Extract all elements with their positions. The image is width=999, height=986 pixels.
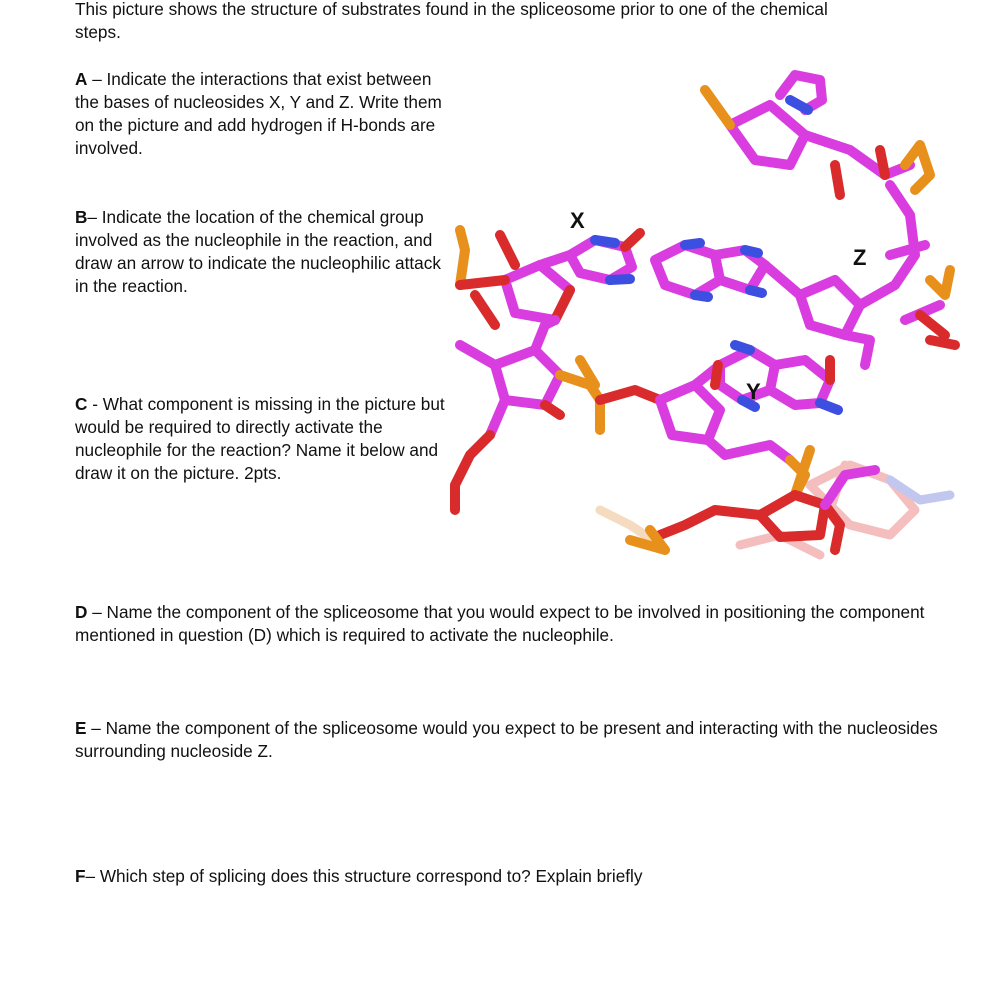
y-sugar-ring [660, 385, 720, 440]
z-right-oxygens [920, 315, 955, 345]
top-backbone-to-z [805, 135, 910, 175]
top-right-oxygen [880, 150, 885, 175]
top-phosphate-link [705, 90, 730, 125]
question-e-letter: E [75, 718, 87, 738]
question-c [75, 393, 445, 485]
x-left-phosphate [460, 230, 465, 285]
question-f-text: – Which step of splicing does this structure correspond to? Explain briefly [85, 866, 643, 886]
question-a [75, 68, 445, 160]
question-b-letter: B [75, 207, 88, 227]
y-down-backbone [708, 440, 790, 460]
intro-text: This picture shows the structure of substrates found in the spliceosome prior to one of the chemical steps. [75, 0, 828, 42]
label-z: Z [853, 245, 867, 270]
question-b-text: – Indicate the location of the chemical group involved as the nucleophile in the reaction, and draw an arrow to indicate the nucleophilic attack in the reaction. [75, 207, 441, 296]
question-c-letter: C [75, 394, 88, 414]
top-sugar-ring [730, 105, 805, 165]
z-backbone-up [860, 185, 915, 305]
question-d [75, 601, 975, 647]
question-c-text: - What component is missing in the picture but would be required to directly activate the nucleophile for the reaction? Name it below and draw it on the picture. 2pts. [75, 394, 445, 483]
molecular-structure-figure [450, 55, 970, 560]
lower-sugar-link [535, 320, 555, 350]
question-b [75, 206, 445, 298]
z-sugar-ring [800, 280, 860, 335]
lower-left-oxygens [455, 435, 490, 510]
top-right-phosphate [905, 145, 930, 190]
question-e-text: – Name the component of the spliceosome would you expect to be present and interacting with the nucleosides surrounding nucleoside Z. [75, 718, 938, 761]
z-glycosidic-bond [765, 265, 800, 295]
question-a-text: – Indicate the interactions that exist between the bases of nucleosides X, Y and Z. Write them on the picture and add hydrogen if H-bonds are involved. [75, 69, 442, 158]
bottom-sugar-ring [760, 495, 825, 537]
z-base-ring-1 [655, 245, 720, 295]
x-base-oxygen [625, 233, 640, 247]
question-f-letter: F [75, 866, 86, 886]
label-y: Y [746, 379, 761, 404]
top-oxygen [835, 165, 840, 195]
z-sugar-down [845, 335, 870, 365]
z-right-phosphate [930, 270, 950, 295]
x-upper-oxygen [500, 235, 515, 265]
question-f [75, 865, 975, 888]
label-x: X [570, 208, 585, 233]
question-e [75, 717, 975, 763]
x-glycosidic-bond [540, 255, 570, 265]
question-d-text: – Name the component of the spliceosome that you would expect to be involved in positioning the component mentioned in question (D) which is required to activate the nucleophile. [75, 602, 925, 645]
x-left-oxygens [460, 280, 505, 325]
branch-phosphate [560, 360, 600, 430]
top-base-nitrogen [790, 100, 808, 110]
x-ring-oxygen [555, 290, 570, 320]
question-a-letter: A [75, 69, 88, 89]
question-d-letter: D [75, 602, 88, 622]
